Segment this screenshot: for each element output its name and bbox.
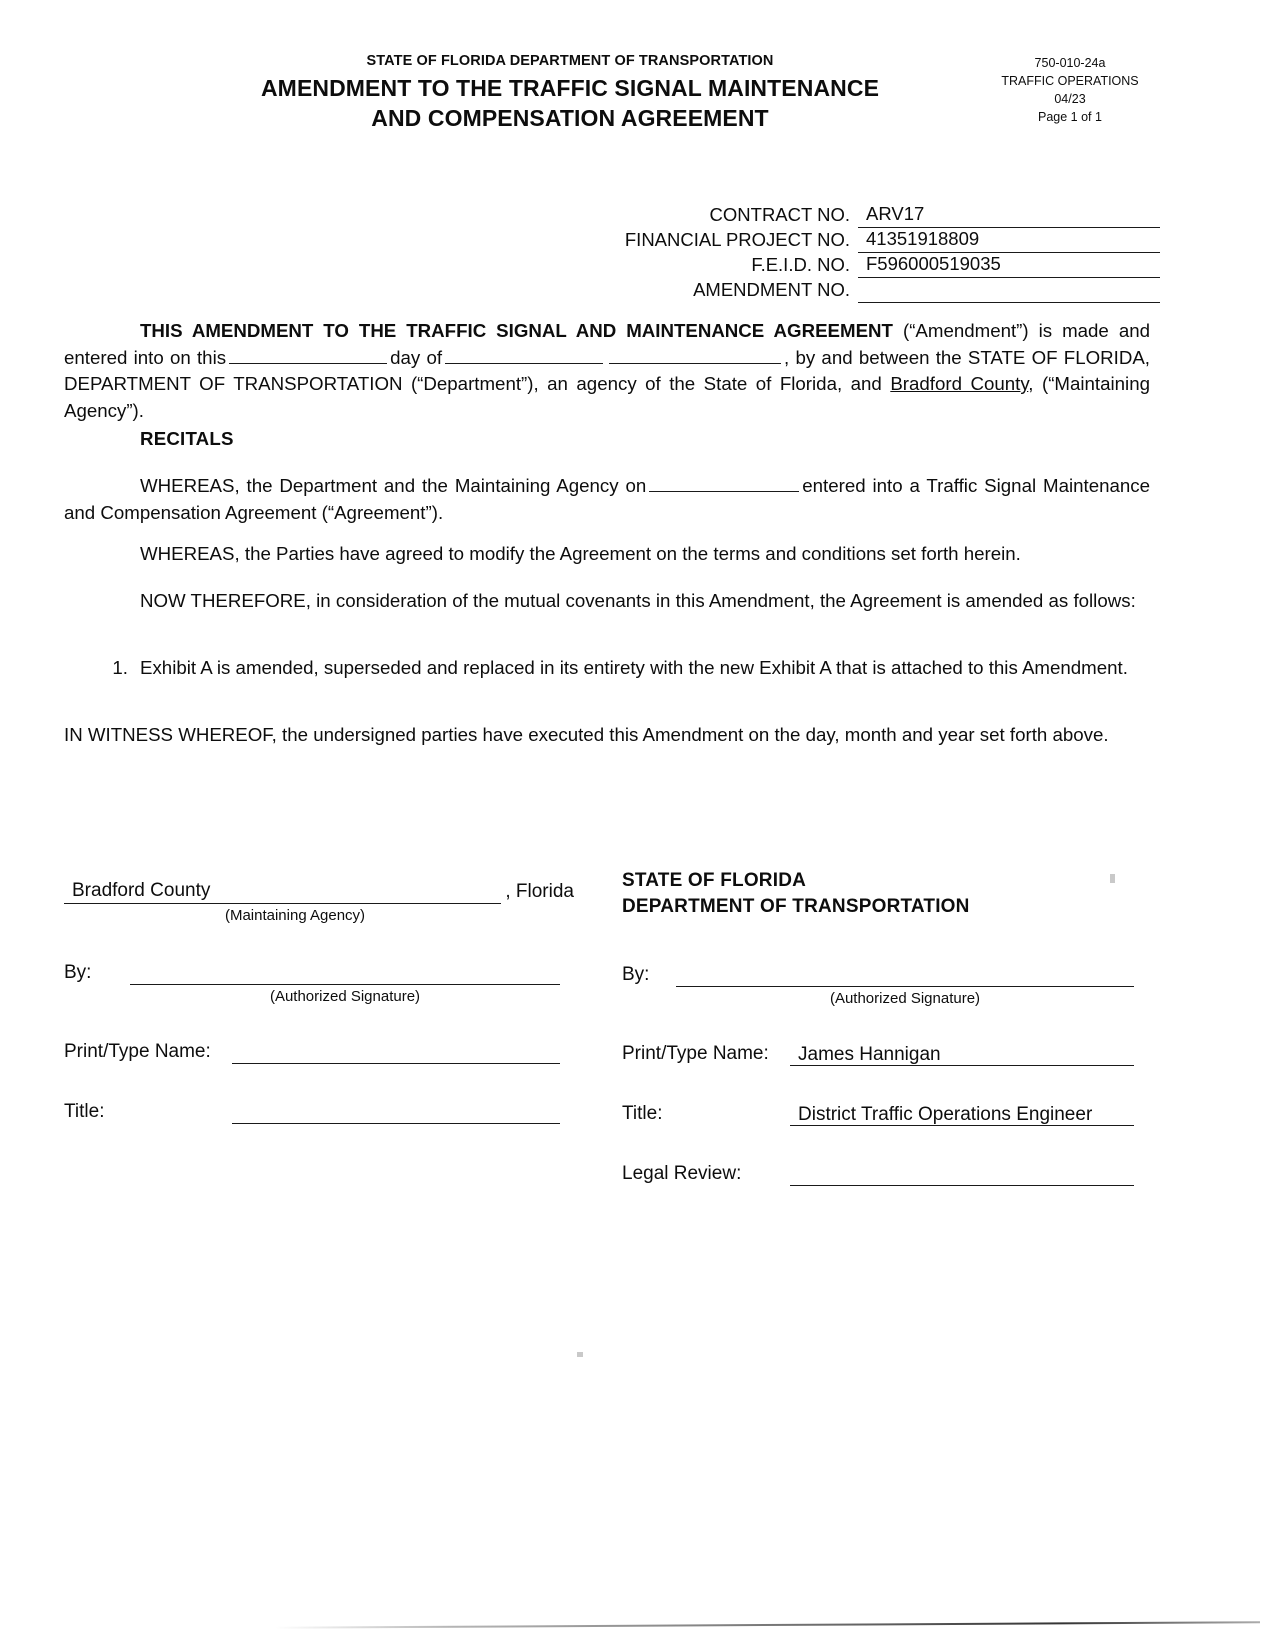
whereas-paragraph-1 — [64, 473, 1150, 526]
intro-text-part-4: , (“Maintaining Agency”). — [64, 373, 1150, 421]
amendment-item-1 — [64, 655, 1150, 682]
department-signature-block — [622, 868, 1134, 1186]
financial-project-number-label: FINANCIAL PROJECT NO. — [624, 229, 850, 250]
department-signature-field[interactable] — [676, 965, 1134, 987]
department-title-label: Title: — [622, 1103, 663, 1125]
contract-identifier-block — [600, 203, 1160, 303]
maintaining-agency-by-row — [64, 962, 574, 985]
year-blank-field[interactable] — [609, 348, 781, 364]
department-by-row — [622, 964, 1134, 987]
day-blank-field[interactable] — [229, 348, 387, 364]
intro-text-part-3: , by and between the STATE OF FLORIDA, DEPARTMENT OF TRANSPORTATION (“Department”), an agency of the State of Florida, and — [64, 346, 1150, 395]
scan-speck-artifact — [1110, 874, 1115, 883]
department-signature-caption: (Authorized Signature) — [829, 990, 981, 1008]
maintaining-agency-title-field[interactable] — [232, 1102, 560, 1124]
intro-text-part-1: (“Amendment”) is made and entered into on this — [64, 320, 1150, 368]
maintaining-agency-state-suffix: , Florida — [505, 881, 574, 902]
maintaining-agency-name-row — [64, 880, 574, 904]
agreement-date-blank-field[interactable] — [649, 476, 799, 492]
intro-maintaining-agency-name: Bradford County — [890, 373, 1029, 395]
contract-number-label: CONTRACT NO. — [709, 204, 850, 225]
maintaining-agency-by-label: By: — [64, 962, 92, 983]
financial-project-number-value[interactable]: 41351918809 — [858, 228, 1160, 253]
department-heading-line-2: DEPARTMENT OF TRANSPORTATION — [622, 896, 970, 918]
maintaining-agency-title-label: Title: — [64, 1101, 105, 1122]
amendment-item-1-text: Exhibit A is amended, superseded and replaced in its entirety with the new Exhibit A that is attached to this Amendment. — [140, 657, 1128, 678]
feid-number-value[interactable]: F596000519035 — [858, 253, 1160, 278]
recitals-heading: RECITALS — [140, 428, 234, 449]
department-print-name-label: Print/Type Name: — [622, 1043, 769, 1065]
department-print-name-field[interactable]: James Hannigan — [790, 1044, 1134, 1066]
document-title — [170, 74, 970, 133]
amendment-number-row — [600, 278, 1160, 303]
amendment-item-1-number: 1. — [112, 657, 128, 678]
form-revision-date: 04/23 — [1054, 92, 1086, 107]
document-title-line-1: AMENDMENT TO THE TRAFFIC SIGNAL MAINTENANCE — [260, 75, 880, 102]
whereas-paragraph-2 — [64, 541, 1150, 568]
scan-speck-artifact — [577, 1352, 583, 1357]
maintaining-agency-print-name-row — [64, 1041, 574, 1064]
department-legal-review-label: Legal Review: — [622, 1163, 742, 1185]
amendment-number-value[interactable] — [858, 279, 1160, 303]
intro-text-part-2: day of — [390, 346, 443, 368]
form-metadata-block — [955, 54, 1185, 127]
department-heading-line-1: STATE OF FLORIDA — [622, 870, 807, 891]
form-office: TRAFFIC OPERATIONS — [1001, 74, 1139, 89]
department-by-label: By: — [622, 964, 650, 986]
department-title-field[interactable]: District Traffic Operations Engineer — [790, 1104, 1134, 1126]
intro-bold-clause: THIS AMENDMENT TO THE TRAFFIC SIGNAL AND MAINTENANCE AGREEMENT — [140, 320, 893, 341]
contract-number-value[interactable]: ARV17 — [858, 203, 1160, 228]
whereas-2-text: WHEREAS, the Parties have agreed to modify the Agreement on the terms and conditions set forth herein. — [140, 543, 1021, 564]
contract-number-row — [600, 203, 1160, 228]
financial-project-number-row — [600, 228, 1160, 253]
department-title-row — [622, 1103, 1134, 1126]
form-number: 750-010-24a — [1034, 56, 1106, 70]
department-print-name-row — [622, 1043, 1134, 1066]
maintaining-agency-name-field[interactable]: Bradford County — [64, 880, 501, 904]
feid-number-row — [600, 253, 1160, 278]
department-legal-review-row — [622, 1163, 1134, 1186]
maintaining-agency-print-name-label: Print/Type Name: — [64, 1041, 211, 1062]
maintaining-agency-print-name-field[interactable] — [232, 1042, 560, 1064]
maintaining-agency-signature-block — [64, 880, 574, 1124]
maintaining-agency-signature-field[interactable] — [130, 963, 560, 985]
intro-paragraph — [64, 318, 1150, 424]
month-blank-field[interactable] — [445, 348, 603, 364]
now-therefore-text: NOW THEREFORE, in consideration of the mutual covenants in this Amendment, the Agreement is amended as follows: — [140, 590, 1136, 611]
now-therefore-paragraph — [64, 588, 1150, 615]
maintaining-agency-signature-caption: (Authorized Signature) — [269, 988, 421, 1005]
whereas-1-text-part-1: WHEREAS, the Department and the Maintaining Agency on — [140, 475, 647, 496]
amendment-number-label: AMENDMENT NO. — [693, 279, 850, 300]
maintaining-agency-title-row — [64, 1101, 574, 1124]
page-number-label: Page 1 of 1 — [1038, 110, 1102, 125]
maintaining-agency-caption: (Maintaining Agency) — [224, 907, 366, 924]
department-heading — [622, 868, 1134, 920]
scan-edge-artifact — [275, 1621, 1260, 1629]
department-legal-review-field[interactable] — [790, 1164, 1134, 1186]
feid-number-label: F.E.I.D. NO. — [751, 254, 850, 275]
issuing-agency-line: STATE OF FLORIDA DEPARTMENT OF TRANSPORTATION — [366, 53, 774, 69]
document-title-line-2: AND COMPENSATION AGREEMENT — [371, 104, 769, 131]
whereas-1-text-part-2: entered into a Traffic Signal Maintenance and Compensation Agreement (“Agreement”). — [64, 475, 1151, 523]
witness-clause-paragraph: IN WITNESS WHEREOF, the undersigned parties have executed this Amendment on the day, month and year set forth above. — [64, 724, 1109, 745]
header-title-group — [170, 52, 970, 133]
